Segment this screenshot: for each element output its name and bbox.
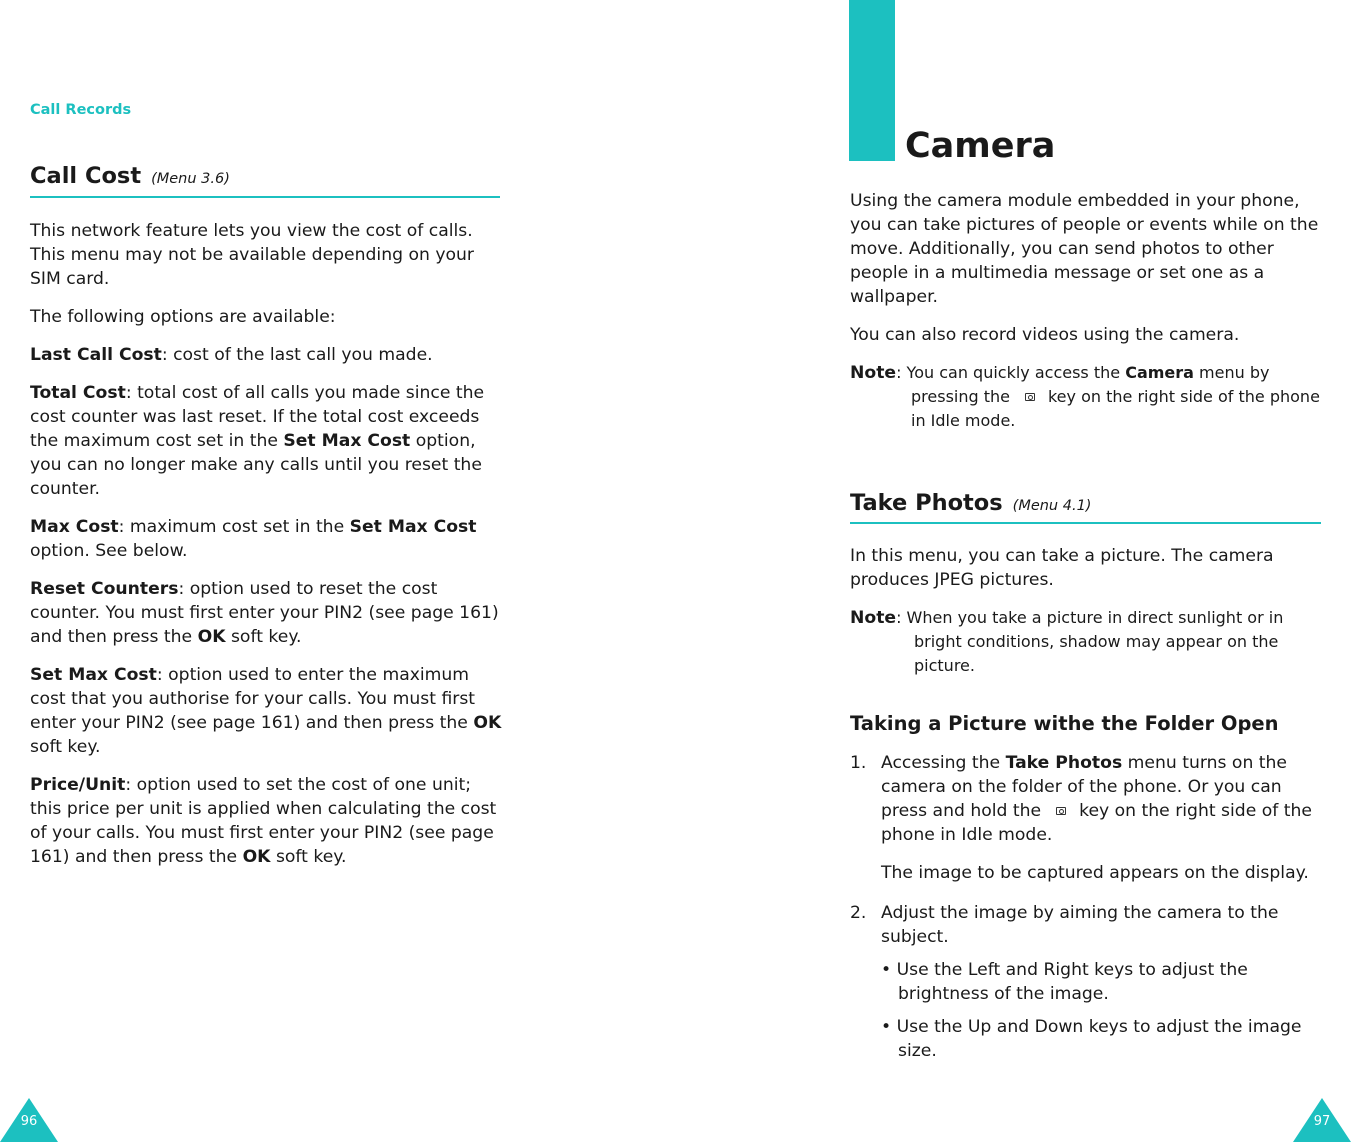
camera-intro	[850, 189, 1322, 433]
option-total-cost: Total Cost: total cost of all calls you made since the cost counter was last reset. If the total cost exceeds the maximum cost set in the Set Max Cost option, you can no longer make any calls until you reset the counter.	[30, 383, 485, 499]
step-number: 1.	[850, 753, 867, 773]
step-extra: The image to be captured appears on the display.	[881, 863, 1309, 883]
left-page	[0, 0, 675, 1142]
chapter-bar	[849, 0, 895, 161]
camera-key-icon	[1022, 387, 1036, 405]
bullet-item: • Use the Left and Right keys to adjust the brightness of the image.	[881, 960, 1248, 1004]
take-photos-content	[850, 544, 1322, 1063]
left-content	[30, 219, 502, 869]
take-photos-intro: In this menu, you can take a picture. The camera produces JPEG pictures.	[850, 546, 1274, 590]
right-page	[676, 0, 1351, 1142]
page-number-left: 96	[0, 1098, 58, 1142]
heading-rule	[30, 196, 500, 198]
menu-ref: (Menu 3.6)	[151, 171, 230, 187]
subheading-folder-open: Taking a Picture withe the Folder Open	[850, 712, 1279, 735]
camera-intro-paragraph-2: You can also record videos using the camera.	[850, 325, 1240, 345]
note-quick-access: Note: You can quickly access the Camera menu by pressing the key on the right side of the phone in Idle mode.	[850, 363, 1320, 430]
page-number-right: 97	[1293, 1098, 1351, 1142]
take-photos-heading	[850, 490, 1091, 516]
option-last-call-cost: Last Call Cost: cost of the last call you made.	[30, 345, 433, 365]
call-cost-heading	[30, 163, 230, 189]
options-intro: The following options are available:	[30, 307, 336, 327]
bullet-item: • Use the Up and Down keys to adjust the image size.	[881, 1017, 1302, 1061]
heading-text: Take Photos	[850, 490, 1003, 516]
step-2	[850, 901, 1322, 1063]
camera-key-icon	[1053, 801, 1067, 819]
chapter-title: Camera	[905, 126, 1056, 166]
heading-text: Call Cost	[30, 163, 142, 189]
step-1	[850, 751, 1322, 885]
option-reset-counters: Reset Counters: option used to reset the cost counter. You must first enter your PIN2 (see page 161) and then press the OK soft key.	[30, 579, 499, 647]
note-sunlight: Note: When you take a picture in direct sunlight or in bright conditions, shadow may appear on the picture.	[850, 608, 1284, 675]
step-text: Accessing the Take Photos menu turns on the camera on the folder of the phone. Or you can press and hold the key on the right side of the phone in Idle mode.	[881, 753, 1312, 845]
step-text: Adjust the image by aiming the camera to the subject.	[881, 903, 1279, 947]
step-number: 2.	[850, 903, 867, 923]
intro-paragraph: This network feature lets you view the cost of calls. This menu may not be available depending on your SIM card.	[30, 221, 474, 289]
option-set-max-cost: Set Max Cost: option used to enter the maximum cost that you authorise for your calls. You must first enter your PIN2 (see page 161) and then press the OK soft key.	[30, 665, 502, 757]
option-price-unit: Price/Unit: option used to set the cost of one unit; this price per unit is applied when calculating the cost of your calls. You must first enter your PIN2 (see page 161) and then press the OK soft key.	[30, 775, 497, 867]
camera-intro-paragraph: Using the camera module embedded in your phone, you can take pictures of people or events while on the move. Additionally, you can send photos to other people in a multimedia message or set one as a wallpaper.	[850, 191, 1319, 307]
heading-rule	[850, 522, 1321, 524]
menu-ref: (Menu 4.1)	[1012, 498, 1092, 514]
section-label: Call Records	[30, 102, 132, 118]
option-max-cost: Max Cost: maximum cost set in the Set Max Cost option. See below.	[30, 517, 477, 561]
